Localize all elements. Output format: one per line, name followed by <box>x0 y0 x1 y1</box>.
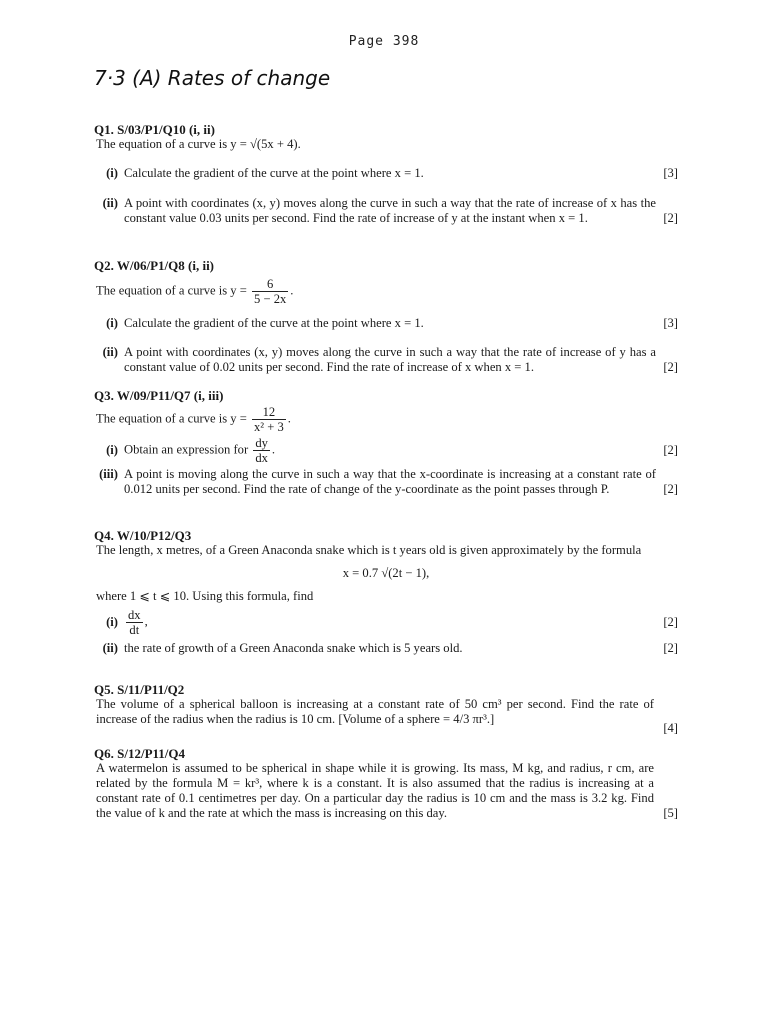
fraction-numerator: 6 <box>252 277 288 292</box>
mark: [3] <box>663 166 678 180</box>
part-number: (i) <box>106 615 118 629</box>
question-4-formula: x = 0.7 √(2t − 1), <box>342 566 430 580</box>
question-1-part-i <box>94 166 678 181</box>
part-text: the rate of growth of a Green Anaconda snake which is 5 years old. <box>124 641 463 655</box>
question-4-part-i <box>94 608 678 637</box>
question-6-heading: Q6. S/12/P11/Q4 <box>94 746 186 761</box>
question-5-heading: Q5. S/11/P11/Q2 <box>94 682 185 697</box>
mark: [2] <box>663 615 678 629</box>
mark: [2] <box>663 211 678 225</box>
derivative-fraction <box>126 608 143 637</box>
question-2-part-i <box>94 316 678 331</box>
question-5-text: The volume of a spherical balloon is increasing at a constant rate of 50 cm³ per second. Find the rate of increase of the radius when the radius is 10 cm. [Volume of a sphere = 4/3 πr³.] <box>96 697 654 726</box>
part-number: (i) <box>106 316 118 330</box>
section-title: 7·3 (A) Rates of change <box>94 66 331 90</box>
question-3-part-iii <box>94 467 678 497</box>
intro-text: The equation of a curve is y = <box>96 411 247 426</box>
fraction-denominator: x² + 3 <box>254 420 284 434</box>
part-number: (iii) <box>99 467 118 481</box>
part-text: A point with coordinates (x, y) moves along the curve in such a way that the rate of increase of y has a constant value of 0.02 units per second. Find the rate of increase of x when x = 1. <box>124 345 656 374</box>
part-text-wrap: $\frac{dx}{dt}$ , <box>128 608 148 637</box>
mark: [2] <box>663 360 678 374</box>
fraction-numerator: dy <box>255 436 268 450</box>
question-2-heading: Q2. W/06/P1/Q8 (i, ii) <box>94 258 215 273</box>
part-text: Obtain an expression for <box>124 442 249 457</box>
equation-fraction <box>252 405 286 434</box>
question-4-part-ii <box>94 641 678 656</box>
mark: [2] <box>663 482 678 496</box>
part-text: Calculate the gradient of the curve at the point where x = 1. <box>124 316 424 330</box>
question-1-intro: The equation of a curve is y = √(5x + 4). <box>96 137 301 151</box>
part-text: A point is moving along the curve in such a way that the x-coordinate is increasing at a constant rate of 0.012 units per second. Find the rate of change of the y-coordinate as the point passes through P. <box>124 467 656 496</box>
question-6-text: A watermelon is assumed to be spherical in shape while it is growing. Its mass, M kg, and radius, r cm, are related by the formula M = kr³, where k is a constant. It is also assumed that the radius is increasing at a constant rate of 0.1 centimetres per day. On a particular day the radius is 10 cm and the mass is 3.2 kg. Find the value of k and the rate at which the mass is increasing on this day. <box>96 761 654 820</box>
part-number: (ii) <box>102 345 118 359</box>
question-list <box>94 122 678 821</box>
question-3 <box>94 388 678 528</box>
fraction-denominator: dx <box>255 451 268 465</box>
question-1 <box>94 122 678 258</box>
derivative-fraction <box>253 436 270 465</box>
question-1-part-ii <box>94 196 678 226</box>
fraction-denominator: dt <box>129 623 140 637</box>
question-5 <box>94 682 678 746</box>
part-number: (ii) <box>102 196 118 210</box>
fraction-numerator: dx <box>128 608 141 622</box>
mark: [2] <box>663 443 678 457</box>
question-3-part-i <box>94 436 678 465</box>
question-2-intro: The equation of a curve is y = $\frac{6}{5 - 2x}$ . <box>96 277 294 306</box>
fraction-numerator: 12 <box>252 405 286 420</box>
intro-text: The equation of a curve is y = <box>96 283 247 298</box>
part-text: Calculate the gradient of the curve at the point where x = 1. <box>124 166 424 180</box>
part-number: (i) <box>106 443 118 457</box>
question-1-heading: Q1. S/03/P1/Q10 (i, ii) <box>94 122 215 137</box>
mark: [5] <box>663 806 678 820</box>
question-3-intro: The equation of a curve is y = $\frac{12}{\text{x² + 3}}$ . <box>96 405 291 434</box>
part-number: (i) <box>106 166 118 180</box>
question-4 <box>94 528 678 682</box>
fraction-denominator: 5 − 2x <box>254 292 287 306</box>
part-number: (ii) <box>102 641 118 655</box>
question-4-where: where 1 ⩽ t ⩽ 10. Using this formula, find <box>96 589 314 603</box>
question-2-part-ii <box>94 345 678 375</box>
part-text-wrap: Obtain an expression for $\frac{dy}{dx}$ . <box>124 436 276 465</box>
question-2 <box>94 258 678 388</box>
question-4-heading: Q4. W/10/P12/Q3 <box>94 528 192 543</box>
mark: [4] <box>663 721 678 735</box>
mark: [2] <box>663 641 678 655</box>
mark: [3] <box>663 316 678 330</box>
equation-fraction <box>252 277 288 306</box>
question-4-intro: The length, x metres, of a Green Anaconda snake which is t years old is given approximately by the formula <box>96 543 642 557</box>
page-number: Page 398 <box>348 34 420 49</box>
part-text: A point with coordinates (x, y) moves along the curve in such a way that the rate of increase of x has the constant value 0.03 units per second. Find the rate of increase of y at the instant when x = 1. <box>124 196 656 225</box>
question-3-heading: Q3. W/09/P11/Q7 (i, iii) <box>94 388 224 403</box>
question-6 <box>94 746 678 821</box>
